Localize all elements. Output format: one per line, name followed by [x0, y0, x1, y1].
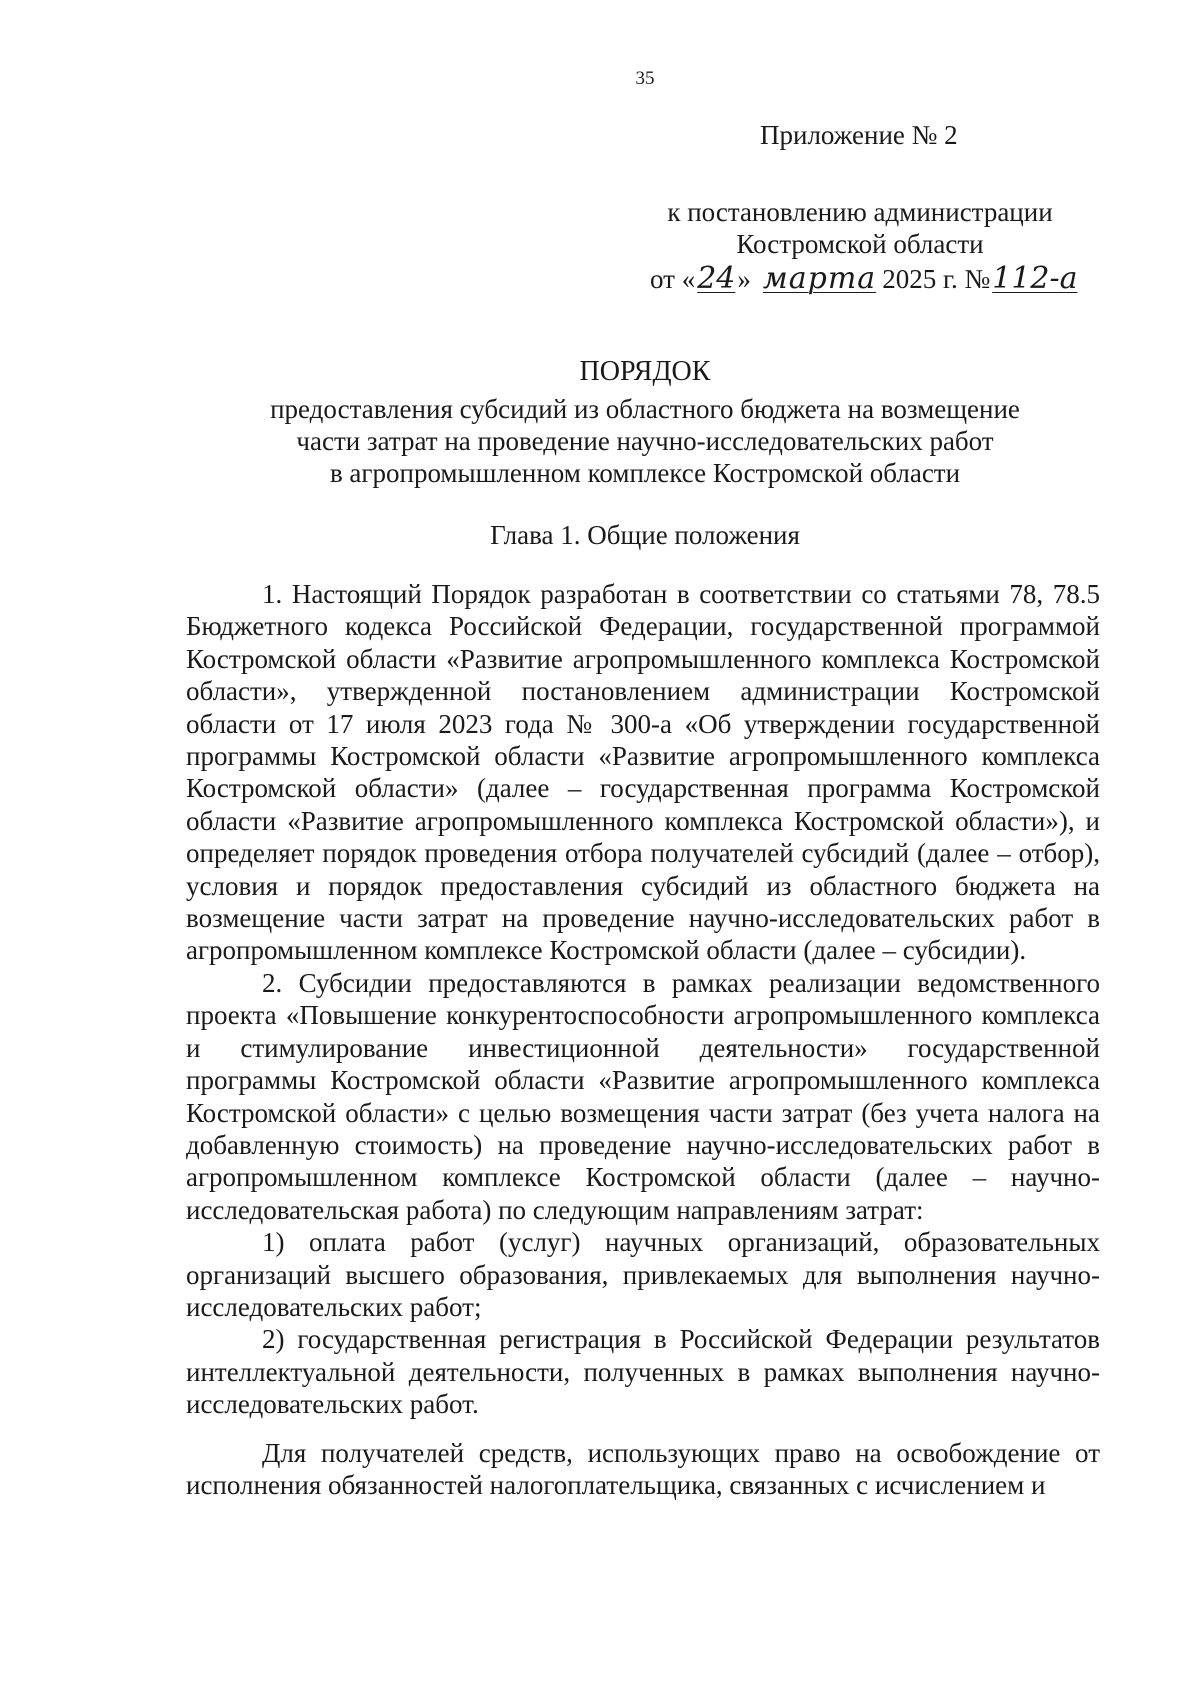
handwritten-resolution-number: 112-а	[992, 261, 1078, 296]
paragraph-1: 1. Настоящий Порядок разработан в соответствии со статьями 78, 78.5 Бюджетного кодекса Российской Федерации, государственной программой Костромской области «Развитие агропромышленного комплекса Костромской области», утвержденной постановлением администрации Костромской области от 17 июля 2023 года № 300-а «Об утверждении государственной программы Костромской области «Развитие агропромышленного комплекса Костромской области» (далее – государственная программа Костромской области «Развитие агропромышленного комплекса Костромской области»), и определяет порядок проведения отбора получателей субсидий (далее – отбор), условия и порядок предоставления субсидий из областного бюджета на возмещение части затрат на проведение научно-исследовательских работ в агропромышленном комплексе Костромской области (далее – субсидии).	[186, 579, 1100, 966]
document-title	[0, 356, 1200, 489]
paragraph-4: 2) государственная регистрация в Российской Федерации результатов интеллектуальной деятельности, полученных в рамках выполнения научно-исследовательских работ.	[186, 1324, 1100, 1420]
handwritten-day: 24	[697, 261, 736, 296]
paragraph-5: Для получателей средств, использующих право на освобождение от исполнения обязанностей налогоплательщика, связанных с исчислением и	[186, 1437, 1100, 1500]
paragraph-2: 2. Субсидии предоставляются в рамках реализации ведомственного проекта «Повышение конкурентоспособности агропромышленного комплекса и стимулирование инвестиционной деятельности» государственной программы Костромской области «Развитие агропромышленного комплекса Костромской области» с целью возмещения части затрат (без учета налога на добавленную стоимость) на проведение научно-исследовательских работ в агропромышленном комплексе Костромской области (далее – научно-исследовательская работа) по следующим направлениям затрат:	[186, 967, 1100, 1225]
resolution-line-1: к постановлению администрации	[667, 197, 1053, 227]
resolution-reference	[640, 196, 1080, 260]
body-text	[186, 578, 1100, 1501]
chapter-heading: Глава 1. Общие положения	[490, 520, 800, 550]
page-number: 35	[635, 68, 655, 89]
handwritten-month: марта	[762, 261, 877, 296]
title-main: ПОРЯДОК	[579, 356, 711, 387]
title-line-1: предоставления субсидий из областного бюджета на возмещение	[270, 394, 1020, 424]
resolution-line-2: Костромской области	[736, 229, 984, 259]
paragraph-3: 1) оплата работ (услуг) научных организаций, образовательных организаций высшего образования, привлекаемых для выполнения научно-исследовательских работ;	[186, 1227, 1100, 1322]
title-line-2: части затрат на проведение научно-исследовательских работ	[296, 426, 994, 456]
date-quote-close: »	[737, 264, 751, 294]
appendix-label: Приложение № 2	[760, 120, 958, 150]
resolution-date-line	[650, 261, 1078, 296]
title-line-3: в агропромышленном комплексе Костромской области	[329, 458, 961, 488]
date-prefix: от «	[650, 264, 696, 294]
date-year: 2025 г. №	[882, 264, 991, 294]
